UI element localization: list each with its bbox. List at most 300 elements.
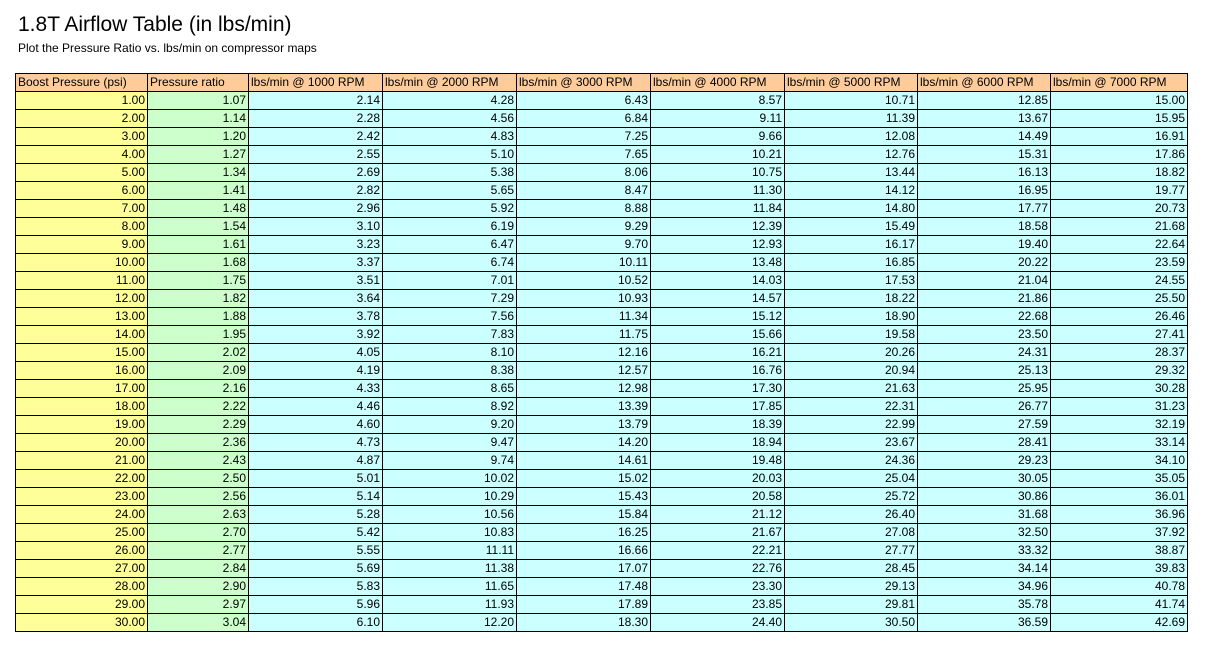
cell-lbs-7000-rpm: 37.92 (1051, 524, 1188, 542)
cell-lbs-5000-rpm: 20.26 (785, 344, 918, 362)
cell-lbs-5000-rpm: 16.17 (785, 236, 918, 254)
cell-lbs-1000-rpm: 3.78 (249, 308, 383, 326)
cell-lbs-3000-rpm: 9.70 (517, 236, 651, 254)
cell-lbs-1000-rpm: 5.96 (249, 596, 383, 614)
cell-lbs-1000-rpm: 4.05 (249, 344, 383, 362)
table-row (16, 524, 1188, 542)
cell-pressure-ratio: 1.41 (148, 182, 249, 200)
cell-boost-pressure: 3.00 (16, 128, 148, 146)
cell-lbs-1000-rpm: 5.42 (249, 524, 383, 542)
cell-lbs-1000-rpm: 3.23 (249, 236, 383, 254)
cell-lbs-4000-rpm: 15.12 (651, 308, 785, 326)
cell-boost-pressure: 16.00 (16, 362, 148, 380)
cell-pressure-ratio: 2.70 (148, 524, 249, 542)
cell-pressure-ratio: 1.34 (148, 164, 249, 182)
cell-lbs-5000-rpm: 17.53 (785, 272, 918, 290)
cell-lbs-7000-rpm: 15.00 (1051, 92, 1188, 110)
cell-lbs-1000-rpm: 2.69 (249, 164, 383, 182)
cell-lbs-2000-rpm: 9.47 (383, 434, 517, 452)
cell-lbs-4000-rpm: 13.48 (651, 254, 785, 272)
cell-lbs-5000-rpm: 23.67 (785, 434, 918, 452)
cell-lbs-1000-rpm: 5.69 (249, 560, 383, 578)
page-title: 1.8T Airflow Table (in lbs/min) (18, 13, 292, 36)
table-row (16, 578, 1188, 596)
table-row (16, 596, 1188, 614)
cell-lbs-2000-rpm: 11.11 (383, 542, 517, 560)
cell-lbs-3000-rpm: 6.43 (517, 92, 651, 110)
cell-lbs-7000-rpm: 34.10 (1051, 452, 1188, 470)
cell-lbs-2000-rpm: 11.93 (383, 596, 517, 614)
cell-boost-pressure: 7.00 (16, 200, 148, 218)
cell-lbs-7000-rpm: 18.82 (1051, 164, 1188, 182)
cell-lbs-2000-rpm: 6.74 (383, 254, 517, 272)
cell-lbs-1000-rpm: 5.55 (249, 542, 383, 560)
cell-lbs-5000-rpm: 12.76 (785, 146, 918, 164)
cell-pressure-ratio: 1.61 (148, 236, 249, 254)
table-row (16, 218, 1188, 236)
cell-pressure-ratio: 1.27 (148, 146, 249, 164)
cell-boost-pressure: 20.00 (16, 434, 148, 452)
cell-pressure-ratio: 2.22 (148, 398, 249, 416)
cell-lbs-4000-rpm: 15.66 (651, 326, 785, 344)
table-row (16, 434, 1188, 452)
cell-lbs-4000-rpm: 23.30 (651, 578, 785, 596)
cell-lbs-7000-rpm: 28.37 (1051, 344, 1188, 362)
cell-pressure-ratio: 3.04 (148, 614, 249, 632)
table-row (16, 92, 1188, 110)
cell-lbs-6000-rpm: 25.13 (918, 362, 1051, 380)
table-row (16, 506, 1188, 524)
column-header-lbs-6000-rpm: lbs/min @ 6000 RPM (918, 74, 1051, 92)
table-row (16, 110, 1188, 128)
cell-boost-pressure: 30.00 (16, 614, 148, 632)
cell-lbs-2000-rpm: 5.38 (383, 164, 517, 182)
cell-lbs-2000-rpm: 8.10 (383, 344, 517, 362)
cell-lbs-7000-rpm: 23.59 (1051, 254, 1188, 272)
cell-lbs-5000-rpm: 21.63 (785, 380, 918, 398)
cell-lbs-5000-rpm: 26.40 (785, 506, 918, 524)
cell-pressure-ratio: 1.20 (148, 128, 249, 146)
table-row (16, 236, 1188, 254)
cell-lbs-3000-rpm: 14.20 (517, 434, 651, 452)
cell-boost-pressure: 4.00 (16, 146, 148, 164)
cell-lbs-5000-rpm: 16.85 (785, 254, 918, 272)
table-row (16, 470, 1188, 488)
cell-pressure-ratio: 2.02 (148, 344, 249, 362)
cell-lbs-1000-rpm: 2.55 (249, 146, 383, 164)
cell-lbs-3000-rpm: 11.34 (517, 308, 651, 326)
cell-lbs-1000-rpm: 3.92 (249, 326, 383, 344)
cell-lbs-1000-rpm: 3.64 (249, 290, 383, 308)
cell-lbs-1000-rpm: 3.10 (249, 218, 383, 236)
cell-lbs-7000-rpm: 30.28 (1051, 380, 1188, 398)
cell-boost-pressure: 6.00 (16, 182, 148, 200)
cell-lbs-2000-rpm: 4.83 (383, 128, 517, 146)
cell-lbs-3000-rpm: 6.84 (517, 110, 651, 128)
cell-lbs-3000-rpm: 8.06 (517, 164, 651, 182)
cell-pressure-ratio: 1.75 (148, 272, 249, 290)
cell-boost-pressure: 14.00 (16, 326, 148, 344)
table-row (16, 254, 1188, 272)
table-row (16, 308, 1188, 326)
cell-lbs-4000-rpm: 10.75 (651, 164, 785, 182)
cell-lbs-5000-rpm: 27.77 (785, 542, 918, 560)
cell-lbs-7000-rpm: 25.50 (1051, 290, 1188, 308)
cell-pressure-ratio: 1.88 (148, 308, 249, 326)
cell-lbs-2000-rpm: 9.74 (383, 452, 517, 470)
cell-boost-pressure: 18.00 (16, 398, 148, 416)
cell-lbs-2000-rpm: 8.92 (383, 398, 517, 416)
cell-lbs-5000-rpm: 19.58 (785, 326, 918, 344)
cell-boost-pressure: 28.00 (16, 578, 148, 596)
cell-pressure-ratio: 1.95 (148, 326, 249, 344)
cell-lbs-5000-rpm: 25.72 (785, 488, 918, 506)
cell-lbs-6000-rpm: 30.86 (918, 488, 1051, 506)
cell-lbs-6000-rpm: 25.95 (918, 380, 1051, 398)
cell-lbs-3000-rpm: 9.29 (517, 218, 651, 236)
cell-lbs-5000-rpm: 12.08 (785, 128, 918, 146)
cell-lbs-3000-rpm: 18.30 (517, 614, 651, 632)
cell-pressure-ratio: 2.16 (148, 380, 249, 398)
cell-boost-pressure: 27.00 (16, 560, 148, 578)
cell-lbs-5000-rpm: 10.71 (785, 92, 918, 110)
cell-boost-pressure: 8.00 (16, 218, 148, 236)
cell-lbs-3000-rpm: 12.98 (517, 380, 651, 398)
cell-lbs-4000-rpm: 8.57 (651, 92, 785, 110)
cell-boost-pressure: 17.00 (16, 380, 148, 398)
cell-lbs-1000-rpm: 2.42 (249, 128, 383, 146)
cell-pressure-ratio: 2.84 (148, 560, 249, 578)
cell-pressure-ratio: 2.09 (148, 362, 249, 380)
column-header-lbs-2000-rpm: lbs/min @ 2000 RPM (383, 74, 517, 92)
cell-lbs-4000-rpm: 10.21 (651, 146, 785, 164)
cell-lbs-4000-rpm: 17.85 (651, 398, 785, 416)
cell-lbs-2000-rpm: 8.38 (383, 362, 517, 380)
cell-lbs-3000-rpm: 14.61 (517, 452, 651, 470)
cell-lbs-6000-rpm: 29.23 (918, 452, 1051, 470)
cell-lbs-5000-rpm: 29.13 (785, 578, 918, 596)
cell-lbs-4000-rpm: 20.03 (651, 470, 785, 488)
cell-lbs-1000-rpm: 4.33 (249, 380, 383, 398)
cell-lbs-3000-rpm: 17.89 (517, 596, 651, 614)
table-row (16, 128, 1188, 146)
cell-lbs-6000-rpm: 13.67 (918, 110, 1051, 128)
cell-lbs-6000-rpm: 20.22 (918, 254, 1051, 272)
cell-pressure-ratio: 2.36 (148, 434, 249, 452)
cell-lbs-7000-rpm: 35.05 (1051, 470, 1188, 488)
cell-lbs-6000-rpm: 26.77 (918, 398, 1051, 416)
cell-lbs-3000-rpm: 8.88 (517, 200, 651, 218)
cell-lbs-7000-rpm: 36.01 (1051, 488, 1188, 506)
column-header-pressure-ratio: Pressure ratio (148, 74, 249, 92)
cell-lbs-4000-rpm: 18.94 (651, 434, 785, 452)
cell-lbs-5000-rpm: 25.04 (785, 470, 918, 488)
cell-lbs-6000-rpm: 33.32 (918, 542, 1051, 560)
cell-boost-pressure: 15.00 (16, 344, 148, 362)
cell-lbs-6000-rpm: 28.41 (918, 434, 1051, 452)
cell-lbs-6000-rpm: 32.50 (918, 524, 1051, 542)
cell-boost-pressure: 5.00 (16, 164, 148, 182)
cell-lbs-7000-rpm: 29.32 (1051, 362, 1188, 380)
cell-lbs-7000-rpm: 40.78 (1051, 578, 1188, 596)
column-header-lbs-4000-rpm: lbs/min @ 4000 RPM (651, 74, 785, 92)
cell-boost-pressure: 21.00 (16, 452, 148, 470)
cell-lbs-6000-rpm: 22.68 (918, 308, 1051, 326)
cell-lbs-2000-rpm: 10.02 (383, 470, 517, 488)
cell-lbs-1000-rpm: 4.87 (249, 452, 383, 470)
cell-lbs-6000-rpm: 34.96 (918, 578, 1051, 596)
cell-lbs-3000-rpm: 12.57 (517, 362, 651, 380)
cell-lbs-2000-rpm: 6.47 (383, 236, 517, 254)
cell-pressure-ratio: 2.90 (148, 578, 249, 596)
cell-lbs-6000-rpm: 17.77 (918, 200, 1051, 218)
cell-lbs-6000-rpm: 30.05 (918, 470, 1051, 488)
cell-lbs-5000-rpm: 22.99 (785, 416, 918, 434)
cell-boost-pressure: 19.00 (16, 416, 148, 434)
cell-lbs-1000-rpm: 2.82 (249, 182, 383, 200)
cell-lbs-1000-rpm: 5.28 (249, 506, 383, 524)
cell-boost-pressure: 23.00 (16, 488, 148, 506)
cell-lbs-5000-rpm: 22.31 (785, 398, 918, 416)
cell-lbs-4000-rpm: 18.39 (651, 416, 785, 434)
cell-lbs-7000-rpm: 19.77 (1051, 182, 1188, 200)
column-header-lbs-7000-rpm: lbs/min @ 7000 RPM (1051, 74, 1188, 92)
cell-lbs-7000-rpm: 26.46 (1051, 308, 1188, 326)
cell-lbs-2000-rpm: 4.28 (383, 92, 517, 110)
table-row (16, 146, 1188, 164)
cell-pressure-ratio: 2.29 (148, 416, 249, 434)
cell-pressure-ratio: 2.50 (148, 470, 249, 488)
cell-pressure-ratio: 1.48 (148, 200, 249, 218)
cell-boost-pressure: 13.00 (16, 308, 148, 326)
cell-pressure-ratio: 1.82 (148, 290, 249, 308)
cell-lbs-3000-rpm: 10.93 (517, 290, 651, 308)
cell-lbs-7000-rpm: 41.74 (1051, 596, 1188, 614)
cell-lbs-6000-rpm: 16.13 (918, 164, 1051, 182)
cell-lbs-6000-rpm: 19.40 (918, 236, 1051, 254)
cell-lbs-1000-rpm: 3.51 (249, 272, 383, 290)
cell-lbs-4000-rpm: 21.12 (651, 506, 785, 524)
cell-lbs-2000-rpm: 5.65 (383, 182, 517, 200)
cell-lbs-7000-rpm: 32.19 (1051, 416, 1188, 434)
cell-lbs-1000-rpm: 5.01 (249, 470, 383, 488)
cell-lbs-3000-rpm: 17.48 (517, 578, 651, 596)
table-row (16, 542, 1188, 560)
cell-lbs-2000-rpm: 7.01 (383, 272, 517, 290)
cell-lbs-4000-rpm: 22.76 (651, 560, 785, 578)
cell-lbs-2000-rpm: 9.20 (383, 416, 517, 434)
cell-lbs-1000-rpm: 3.37 (249, 254, 383, 272)
table-row (16, 380, 1188, 398)
cell-boost-pressure: 1.00 (16, 92, 148, 110)
airflow-table (15, 73, 1188, 632)
cell-lbs-7000-rpm: 31.23 (1051, 398, 1188, 416)
cell-lbs-5000-rpm: 14.12 (785, 182, 918, 200)
cell-lbs-4000-rpm: 19.48 (651, 452, 785, 470)
cell-lbs-4000-rpm: 12.93 (651, 236, 785, 254)
cell-lbs-4000-rpm: 24.40 (651, 614, 785, 632)
cell-lbs-2000-rpm: 11.65 (383, 578, 517, 596)
cell-lbs-2000-rpm: 10.83 (383, 524, 517, 542)
cell-lbs-7000-rpm: 24.55 (1051, 272, 1188, 290)
cell-lbs-2000-rpm: 10.56 (383, 506, 517, 524)
cell-lbs-6000-rpm: 24.31 (918, 344, 1051, 362)
table-row (16, 362, 1188, 380)
table-row (16, 164, 1188, 182)
cell-lbs-7000-rpm: 36.96 (1051, 506, 1188, 524)
cell-lbs-4000-rpm: 11.30 (651, 182, 785, 200)
cell-lbs-2000-rpm: 6.19 (383, 218, 517, 236)
cell-lbs-4000-rpm: 16.21 (651, 344, 785, 362)
cell-lbs-1000-rpm: 4.60 (249, 416, 383, 434)
cell-boost-pressure: 2.00 (16, 110, 148, 128)
table-row (16, 182, 1188, 200)
table-row (16, 614, 1188, 632)
cell-lbs-1000-rpm: 5.83 (249, 578, 383, 596)
cell-lbs-4000-rpm: 23.85 (651, 596, 785, 614)
cell-lbs-3000-rpm: 13.79 (517, 416, 651, 434)
cell-lbs-6000-rpm: 31.68 (918, 506, 1051, 524)
cell-boost-pressure: 29.00 (16, 596, 148, 614)
cell-lbs-3000-rpm: 7.65 (517, 146, 651, 164)
cell-lbs-7000-rpm: 38.87 (1051, 542, 1188, 560)
cell-boost-pressure: 24.00 (16, 506, 148, 524)
cell-lbs-7000-rpm: 39.83 (1051, 560, 1188, 578)
cell-lbs-6000-rpm: 36.59 (918, 614, 1051, 632)
cell-boost-pressure: 22.00 (16, 470, 148, 488)
cell-lbs-2000-rpm: 5.10 (383, 146, 517, 164)
cell-lbs-4000-rpm: 14.03 (651, 272, 785, 290)
cell-lbs-3000-rpm: 10.52 (517, 272, 651, 290)
cell-lbs-5000-rpm: 24.36 (785, 452, 918, 470)
cell-lbs-2000-rpm: 12.20 (383, 614, 517, 632)
cell-lbs-5000-rpm: 13.44 (785, 164, 918, 182)
table-row (16, 452, 1188, 470)
table-row (16, 344, 1188, 362)
cell-lbs-6000-rpm: 16.95 (918, 182, 1051, 200)
table-row (16, 326, 1188, 344)
cell-lbs-5000-rpm: 29.81 (785, 596, 918, 614)
cell-lbs-7000-rpm: 27.41 (1051, 326, 1188, 344)
cell-boost-pressure: 9.00 (16, 236, 148, 254)
cell-lbs-6000-rpm: 34.14 (918, 560, 1051, 578)
cell-lbs-3000-rpm: 15.02 (517, 470, 651, 488)
cell-lbs-5000-rpm: 11.39 (785, 110, 918, 128)
cell-pressure-ratio: 1.07 (148, 92, 249, 110)
cell-lbs-4000-rpm: 9.66 (651, 128, 785, 146)
cell-lbs-2000-rpm: 11.38 (383, 560, 517, 578)
cell-lbs-7000-rpm: 17.86 (1051, 146, 1188, 164)
cell-lbs-2000-rpm: 8.65 (383, 380, 517, 398)
cell-lbs-3000-rpm: 7.25 (517, 128, 651, 146)
cell-lbs-5000-rpm: 18.22 (785, 290, 918, 308)
cell-lbs-4000-rpm: 12.39 (651, 218, 785, 236)
cell-lbs-6000-rpm: 18.58 (918, 218, 1051, 236)
cell-lbs-7000-rpm: 42.69 (1051, 614, 1188, 632)
cell-lbs-4000-rpm: 16.76 (651, 362, 785, 380)
cell-pressure-ratio: 1.14 (148, 110, 249, 128)
cell-lbs-5000-rpm: 30.50 (785, 614, 918, 632)
column-header-lbs-5000-rpm: lbs/min @ 5000 RPM (785, 74, 918, 92)
cell-lbs-6000-rpm: 12.85 (918, 92, 1051, 110)
cell-lbs-7000-rpm: 21.68 (1051, 218, 1188, 236)
cell-lbs-5000-rpm: 14.80 (785, 200, 918, 218)
cell-lbs-6000-rpm: 23.50 (918, 326, 1051, 344)
cell-lbs-3000-rpm: 17.07 (517, 560, 651, 578)
column-header-lbs-3000-rpm: lbs/min @ 3000 RPM (517, 74, 651, 92)
page-subtitle: Plot the Pressure Ratio vs. lbs/min on compressor maps (18, 41, 317, 55)
cell-boost-pressure: 25.00 (16, 524, 148, 542)
cell-pressure-ratio: 2.56 (148, 488, 249, 506)
cell-lbs-3000-rpm: 13.39 (517, 398, 651, 416)
cell-lbs-6000-rpm: 15.31 (918, 146, 1051, 164)
column-header-lbs-1000-rpm: lbs/min @ 1000 RPM (249, 74, 383, 92)
cell-lbs-3000-rpm: 16.66 (517, 542, 651, 560)
cell-lbs-7000-rpm: 33.14 (1051, 434, 1188, 452)
cell-lbs-7000-rpm: 20.73 (1051, 200, 1188, 218)
cell-lbs-6000-rpm: 21.86 (918, 290, 1051, 308)
cell-lbs-1000-rpm: 4.46 (249, 398, 383, 416)
cell-lbs-3000-rpm: 16.25 (517, 524, 651, 542)
cell-lbs-1000-rpm: 2.14 (249, 92, 383, 110)
cell-lbs-2000-rpm: 7.56 (383, 308, 517, 326)
cell-lbs-2000-rpm: 10.29 (383, 488, 517, 506)
cell-lbs-7000-rpm: 16.91 (1051, 128, 1188, 146)
cell-lbs-4000-rpm: 14.57 (651, 290, 785, 308)
cell-boost-pressure: 11.00 (16, 272, 148, 290)
cell-lbs-6000-rpm: 27.59 (918, 416, 1051, 434)
cell-lbs-4000-rpm: 22.21 (651, 542, 785, 560)
table-row (16, 200, 1188, 218)
cell-lbs-1000-rpm: 4.73 (249, 434, 383, 452)
cell-boost-pressure: 26.00 (16, 542, 148, 560)
cell-lbs-4000-rpm: 17.30 (651, 380, 785, 398)
cell-lbs-6000-rpm: 14.49 (918, 128, 1051, 146)
cell-lbs-5000-rpm: 20.94 (785, 362, 918, 380)
cell-pressure-ratio: 1.68 (148, 254, 249, 272)
cell-lbs-3000-rpm: 12.16 (517, 344, 651, 362)
table-row (16, 398, 1188, 416)
cell-lbs-7000-rpm: 22.64 (1051, 236, 1188, 254)
table-row (16, 488, 1188, 506)
cell-lbs-4000-rpm: 20.58 (651, 488, 785, 506)
cell-pressure-ratio: 2.97 (148, 596, 249, 614)
cell-lbs-2000-rpm: 5.92 (383, 200, 517, 218)
cell-lbs-1000-rpm: 5.14 (249, 488, 383, 506)
cell-lbs-3000-rpm: 10.11 (517, 254, 651, 272)
table-row (16, 272, 1188, 290)
table-body (16, 92, 1188, 632)
cell-lbs-3000-rpm: 15.84 (517, 506, 651, 524)
cell-lbs-3000-rpm: 8.47 (517, 182, 651, 200)
cell-lbs-1000-rpm: 6.10 (249, 614, 383, 632)
table-row (16, 560, 1188, 578)
cell-lbs-4000-rpm: 21.67 (651, 524, 785, 542)
cell-lbs-2000-rpm: 7.29 (383, 290, 517, 308)
cell-lbs-2000-rpm: 4.56 (383, 110, 517, 128)
cell-lbs-5000-rpm: 28.45 (785, 560, 918, 578)
column-header-boost-pressure: Boost Pressure (psi) (16, 74, 148, 92)
table-row (16, 290, 1188, 308)
table-header-row (16, 74, 1188, 92)
cell-lbs-4000-rpm: 11.84 (651, 200, 785, 218)
cell-lbs-5000-rpm: 18.90 (785, 308, 918, 326)
cell-lbs-4000-rpm: 9.11 (651, 110, 785, 128)
cell-lbs-3000-rpm: 11.75 (517, 326, 651, 344)
cell-pressure-ratio: 2.63 (148, 506, 249, 524)
cell-lbs-6000-rpm: 21.04 (918, 272, 1051, 290)
cell-lbs-1000-rpm: 4.19 (249, 362, 383, 380)
